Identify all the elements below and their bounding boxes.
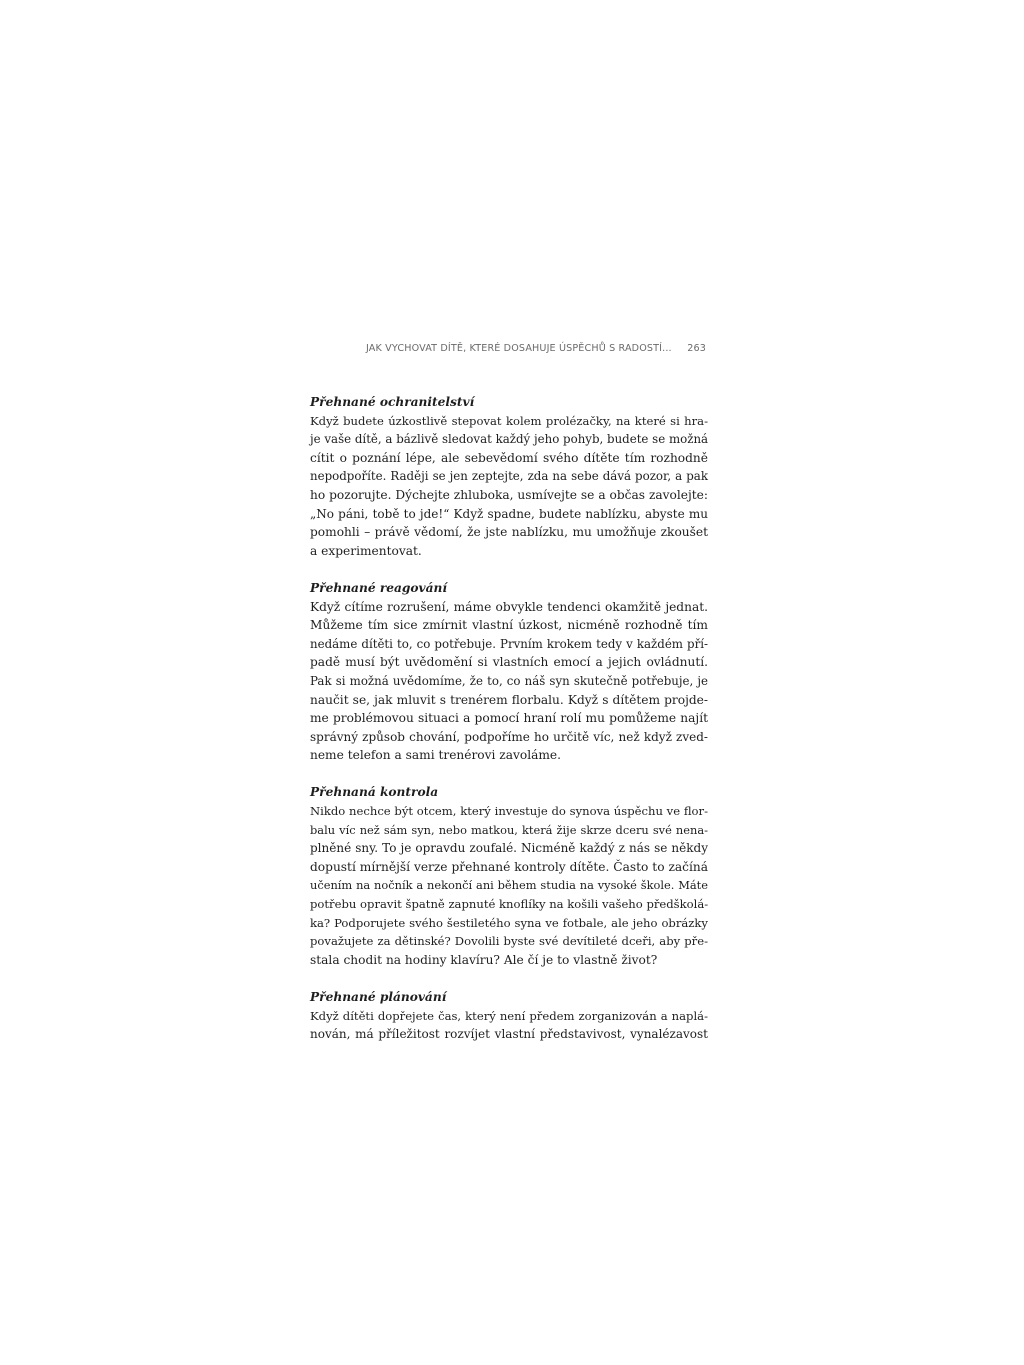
section-heading: Přehnané reagování bbox=[310, 580, 448, 595]
text-line: naučit se, jak mluvit s trenérem florbalu. Když s dítětem projde- bbox=[310, 692, 708, 707]
text-line: pomohli – právě vědomí, že jste nablízku, mu umožňuje zkoušet bbox=[310, 525, 708, 540]
text-line: nován, má příležitost rozvíjet vlastní představivost, vynalézavost bbox=[310, 1027, 708, 1042]
text-line: Když dítěti dopřejete čas, který není předem zorganizován a naplá- bbox=[310, 1008, 708, 1023]
section-heading: Přehnané ochranitelství bbox=[310, 395, 475, 409]
text-line: považujete za dětinské? Dovolili byste své devítileté dceři, aby pře- bbox=[310, 934, 708, 949]
text-line: padě musí být uvědomění si vlastních emocí a jejich ovládnutí. bbox=[310, 655, 708, 670]
section-overcontrol bbox=[310, 783, 708, 969]
text-line: Když cítíme rozrušení, máme obvykle tendenci okamžitě jednat. bbox=[310, 599, 708, 614]
running-header bbox=[310, 343, 708, 359]
text-line: Můžeme tím sice zmírnit vlastní úzkost, nicméně rozhodně tím bbox=[310, 618, 708, 633]
body-text bbox=[310, 393, 708, 1044]
text-line: a experimentovat. bbox=[310, 543, 422, 558]
text-line: učením na nočník a nekončí ani během studia na vysoké škole. Máte bbox=[310, 878, 708, 893]
section-heading: Přehnané plánování bbox=[310, 990, 447, 1004]
text-line: „No páni, tobě to jde!“ Když spadne, budete nablízku, abyste mu bbox=[310, 506, 708, 521]
section-overprotection bbox=[310, 393, 708, 560]
text-line: ka? Podporujete svého šestiletého syna ve fotbale, ale jeho obrázky bbox=[310, 915, 708, 930]
text-line: dopustí mírnější verze přehnané kontroly dítěte. Často to začíná bbox=[310, 859, 708, 874]
section-overreacting bbox=[310, 579, 708, 765]
text-line: nepodpoříte. Raději se jen zeptejte, zda na sebe dává pozor, a pak bbox=[310, 469, 708, 484]
text-line: správný způsob chování, podpoříme ho určitě víc, než když zved- bbox=[310, 729, 708, 744]
text-line: Nikdo nechce být otcem, který investuje do synova úspěchu ve flor- bbox=[310, 804, 708, 819]
text-line: potřebu opravit špatně zapnuté knoflíky na košili vašeho předškolá- bbox=[310, 897, 709, 912]
running-header-title: JAK VYCHOVAT DÍTĚ, KTERÉ DOSAHUJE ÚSPĚCHŮ S RADOSTÍ... bbox=[366, 343, 672, 354]
text-line: je vaše dítě, a bázlivě sledovat každý jeho pohyb, budete se možná bbox=[310, 432, 709, 447]
text-line: plněné sny. To je opravdu zoufalé. Nicméně každý z nás se někdy bbox=[310, 841, 708, 856]
text-line: neme telefon a sami trenérovi zavoláme. bbox=[310, 748, 562, 763]
text-line: Když budete úzkostlivě stepovat kolem prolézačky, na které si hra- bbox=[310, 413, 708, 428]
text-line: me problémovou situaci a pomocí hraní rolí mu pomůžeme najít bbox=[310, 711, 708, 726]
page-number: 263 bbox=[687, 343, 706, 354]
text-line: cítit o poznání lépe, ale sebevědomí svého dítěte tím rozhodně bbox=[310, 450, 708, 465]
text-line: balu víc než sám syn, nebo matkou, která žije skrze dceru své nena- bbox=[310, 822, 708, 837]
text-line: Pak si možná uvědomíme, že to, co náš syn skutečně potřebuje, je bbox=[310, 673, 708, 688]
text-line: nedáme dítěti to, co potřebuje. Prvním krokem tedy v každém pří- bbox=[310, 636, 708, 651]
section-overplanning bbox=[310, 988, 708, 1044]
section-heading: Přehnaná kontrola bbox=[310, 785, 439, 800]
text-line: stala chodit na hodiny klavíru? Ale čí je to vlastně život? bbox=[310, 952, 658, 967]
text-line: ho pozorujte. Dýchejte zhluboka, usmívejte se a občas zavolejte: bbox=[310, 487, 708, 502]
